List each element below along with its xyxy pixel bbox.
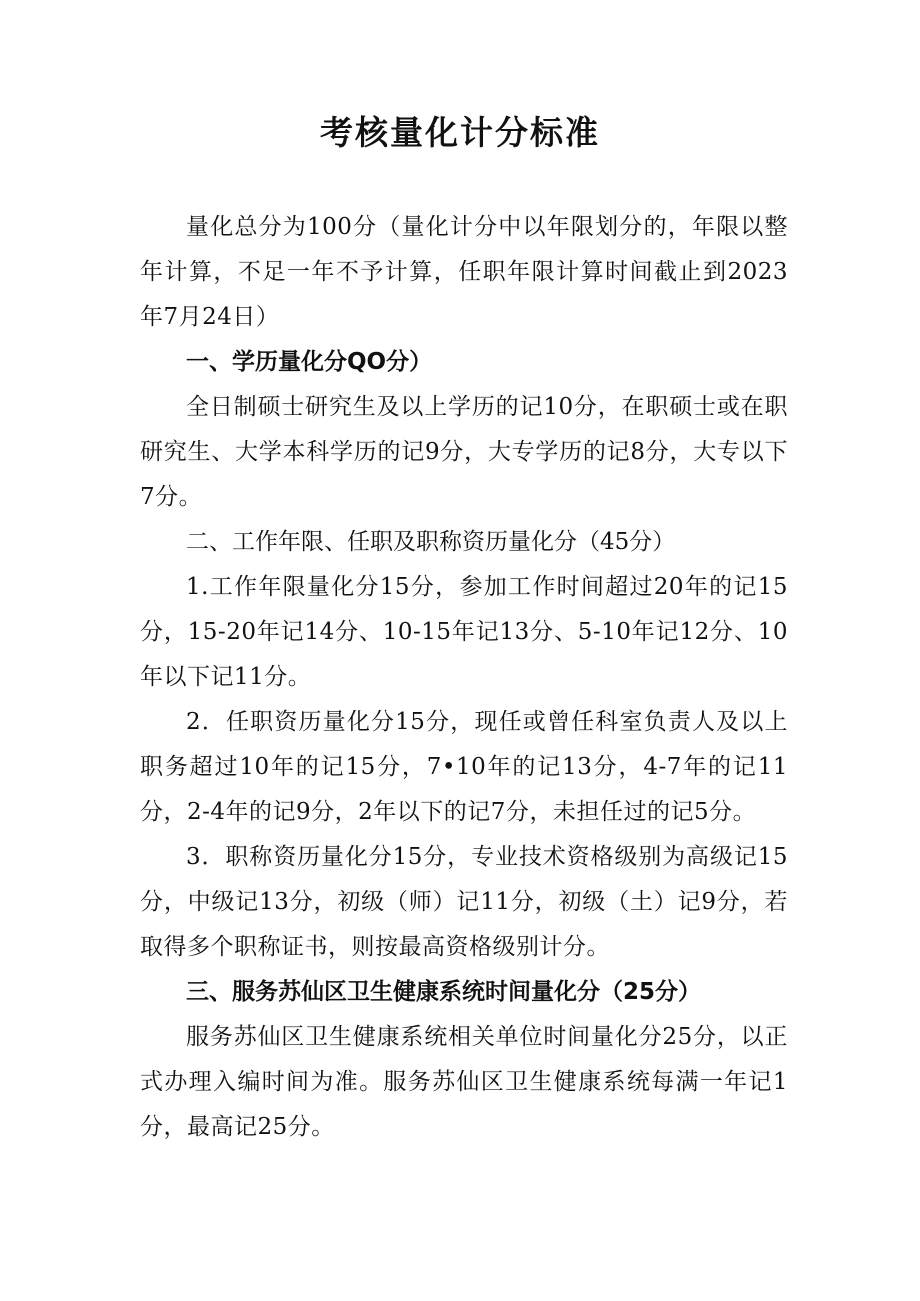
section-2-heading: 二、工作年限、任职及职称资历量化分（45分）	[186, 529, 676, 555]
section-2-item-3: 3．职称资历量化分15分，专业技术资格级别为高级记15分，中级记13分，初级（师）记11分，初级（土）记9分，若取得多个职称证书，则按最高资格级别计分。	[140, 844, 788, 960]
document-body	[140, 205, 788, 1150]
section-1-heading: 一、学历量化分QO分）	[186, 349, 433, 375]
section-1-paragraph: 全日制硕士研究生及以上学历的记10分，在职硕士或在职研究生、大学本科学历的记9分，大专学历的记8分，大专以下7分。	[140, 394, 788, 510]
document-title: 考核量化计分标准	[320, 113, 600, 152]
section-2-item-1: 1.工作年限量化分15分，参加工作时间超过20年的记15分，15-20年记14分、10-15年记13分、5-10年记12分、10年以下记11分。	[140, 574, 788, 690]
section-3-heading: 三、服务苏仙区卫生健康系统时间量化分（25分）	[186, 979, 702, 1005]
intro-paragraph: 量化总分为100分（量化计分中以年限划分的，年限以整年计算，不足一年不予计算，任职年限计算时间截止到2023年7月24日）	[140, 214, 788, 330]
section-3-paragraph: 服务苏仙区卫生健康系统相关单位时间量化分25分，以正式办理入编时间为准。服务苏仙区卫生健康系统每满一年记1分，最高记25分。	[140, 1024, 788, 1140]
section-2-item-2: 2．任职资历量化分15分，现任或曾任科室负责人及以上职务超过10年的记15分，7•10年的记13分，4-7年的记11分，2-4年的记9分，2年以下的记7分，未担任过的记5分。	[140, 709, 788, 825]
